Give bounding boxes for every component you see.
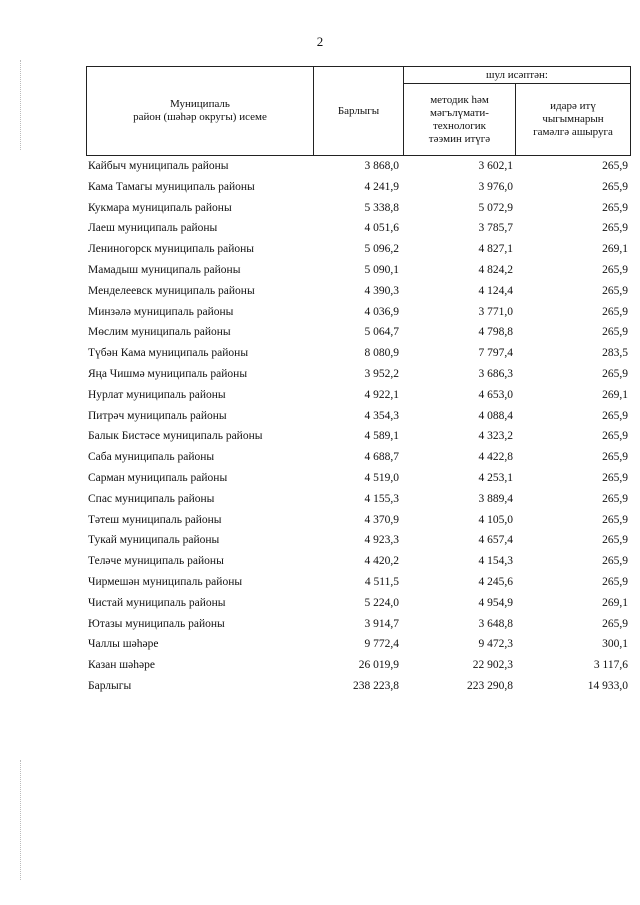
municipality-name: Нурлат муниципаль районы [88,388,226,401]
admin-value: 265,9 [602,409,628,422]
municipality-name: Тәтеш муниципаль районы [88,513,222,526]
total-value: 4 923,3 [364,534,399,547]
total-value: 238 223,8 [353,679,399,692]
admin-value: 265,9 [602,160,628,172]
total-value: 4 589,1 [364,430,399,443]
total-value: 4 420,2 [364,555,399,568]
admin-value: 265,9 [602,617,628,630]
admin-value: 269,1 [602,388,628,401]
table-header [86,66,631,156]
total-value: 4 051,6 [364,222,399,235]
admin-value: 265,9 [602,430,628,443]
municipality-name: Ютазы муниципаль районы [88,617,225,630]
admin-value: 265,9 [602,575,628,588]
municipality-name: Яңа Чишмә муниципаль районы [88,367,248,380]
methodical-value: 4 105,0 [478,513,513,526]
total-value: 4 155,3 [364,492,399,505]
admin-value: 265,9 [602,263,628,276]
admin-value: 265,9 [602,513,628,526]
admin-value: 265,9 [602,451,628,464]
municipality-name: Менделеевск муниципаль районы [88,284,255,297]
total-value: 4 241,9 [364,180,399,193]
total-value: 5 064,7 [364,326,399,339]
municipality-name: Лаеш муниципаль районы [88,222,218,235]
methodical-value: 3 976,0 [478,180,513,193]
margin-guide [20,60,22,150]
table-row [86,468,631,489]
table-row [86,447,631,468]
municipality-name: Саба муниципаль районы [88,451,215,464]
methodical-value: 7 797,4 [478,347,513,360]
admin-value: 265,9 [602,326,628,339]
table-row [86,322,631,343]
municipality-name: Лениногорск муниципаль районы [88,243,255,256]
methodical-value: 9 472,3 [478,638,513,651]
methodical-value: 22 902,3 [472,659,513,672]
admin-value: 283,5 [602,347,628,360]
table-row [86,614,631,635]
municipality-name: Мамадыш муниципаль районы [88,263,241,276]
methodical-value: 4 422,8 [478,451,513,464]
table-row [86,364,631,385]
total-value: 5 096,2 [364,243,399,256]
admin-value: 265,9 [602,180,628,193]
methodical-value: 3 602,1 [478,160,513,172]
total-value: 4 922,1 [364,388,399,401]
total-value: 3 952,2 [364,367,399,380]
municipality-name: Чистай муниципаль районы [88,596,226,609]
admin-value: 3 117,6 [593,659,628,672]
municipality-name: Спас муниципаль районы [88,492,215,505]
total-value: 5 224,0 [364,596,399,609]
admin-value: 265,9 [602,284,628,297]
total-value: 4 370,9 [364,513,399,526]
admin-value: 265,9 [602,305,628,318]
admin-value: 265,9 [602,555,628,568]
methodical-value: 5 072,9 [478,201,513,214]
table-row [86,676,631,697]
admin-value: 265,9 [602,201,628,214]
municipality-name: Тукай муниципаль районы [88,534,220,547]
total-value: 4 036,9 [364,305,399,318]
admin-value: 265,9 [602,492,628,505]
municipality-name: Кама Тамагы муниципаль районы [88,180,255,193]
table-row [86,385,631,406]
municipality-name: Питрәч муниципаль районы [88,409,227,422]
table-row [86,260,631,281]
methodical-value: 4 798,8 [478,326,513,339]
methodical-value: 4 088,4 [478,409,513,422]
table-row [86,634,631,655]
table-row [86,572,631,593]
municipality-name: Мөслим муниципаль районы [88,326,231,339]
header-sub-methodical: методик һәм мәгълүмати- технологик тәэмин итүгә [404,84,516,156]
table-row [86,156,631,177]
methodical-value: 4 657,4 [478,534,513,547]
municipality-name: Казан шәһәре [88,659,155,672]
total-value: 4 519,0 [364,471,399,484]
total-value: 3 868,0 [364,160,399,172]
municipality-name: Кукмара муниципаль районы [88,201,232,214]
total-value: 5 338,8 [364,201,399,214]
admin-value: 300,1 [602,638,628,651]
municipality-name: Теләче муниципаль районы [88,555,224,568]
admin-value: 269,1 [602,243,628,256]
methodical-value: 4 323,2 [478,430,513,443]
municipality-name: Барлыгы [88,679,132,692]
methodical-value: 3 648,8 [478,617,513,630]
methodical-value: 4 653,0 [478,388,513,401]
total-value: 8 080,9 [364,347,399,360]
table-row [86,218,631,239]
table-row [86,655,631,676]
total-value: 3 914,7 [364,617,399,630]
admin-value: 269,1 [602,596,628,609]
methodical-value: 223 290,8 [467,679,513,692]
header-group-col: шул исәптән: [404,66,631,84]
admin-value: 265,9 [602,471,628,484]
table-row [86,239,631,260]
methodical-value: 4 154,3 [478,555,513,568]
methodical-value: 3 785,7 [478,222,513,235]
methodical-value: 4 827,1 [478,243,513,256]
table-row [86,281,631,302]
total-value: 26 019,9 [358,659,399,672]
table-row [86,593,631,614]
total-value: 4 390,3 [364,284,399,297]
header-total-col: Барлыгы [314,66,404,156]
methodical-value: 3 889,4 [478,492,513,505]
methodical-value: 4 253,1 [478,471,513,484]
table-body [86,156,631,697]
municipality-name: Кайбыч муниципаль районы [88,160,229,172]
page-number: 2 [316,34,324,49]
table-row [86,177,631,198]
total-value: 4 354,3 [364,409,399,422]
admin-value: 265,9 [602,222,628,235]
municipality-name: Сарман муниципаль районы [88,471,228,484]
total-value: 5 090,1 [364,263,399,276]
table-row [86,343,631,364]
total-value: 4 511,5 [364,575,399,588]
header-name-col: Муниципаль район (шәһәр округы) исеме [86,66,314,156]
margin-guide [20,760,22,880]
admin-value: 265,9 [602,367,628,380]
methodical-value: 4 124,4 [478,284,513,297]
municipality-name: Минзәлә муниципаль районы [88,305,234,318]
municipality-name: Балык Бистәсе муниципаль районы [88,430,263,443]
table-row [86,489,631,510]
admin-value: 14 933,0 [587,679,628,692]
header-sub-admin: идарә итү чыгымнарын гамәлгә ашыруга [516,84,631,156]
table-row [86,551,631,572]
methodical-value: 4 824,2 [478,263,513,276]
total-value: 4 688,7 [364,451,399,464]
table-row [86,198,631,219]
municipality-name: Чаллы шәһәре [88,638,159,651]
total-value: 9 772,4 [364,638,399,651]
municipality-name: Чирмешән муниципаль районы [88,575,243,588]
table-row [86,426,631,447]
methodical-value: 3 686,3 [478,367,513,380]
methodical-value: 3 771,0 [478,305,513,318]
methodical-value: 4 954,9 [478,596,513,609]
table-row [86,510,631,531]
methodical-value: 4 245,6 [478,575,513,588]
table-row [86,406,631,427]
admin-value: 265,9 [602,534,628,547]
table-row [86,530,631,551]
table-row [86,302,631,323]
municipality-name: Түбән Кама муниципаль районы [88,347,249,360]
